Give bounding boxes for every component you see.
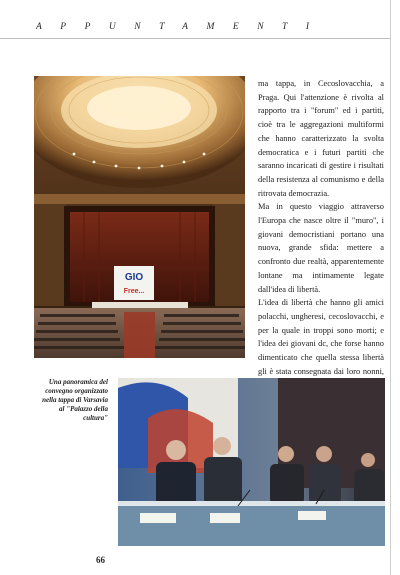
article-paragraph: ma tappa, in Cecoslovacchia, a Praga. Qui l'attenzione è rivolta al rapporto tra i "forum" ed i partiti, cioè tra le aggregazioni multiformi che hanno caratterizzato la svolta democratica e i futuri partiti che saranno incaricati di gestire i risultati della resistenza al comunismo e della ritrovata democrazia.	[258, 79, 384, 198]
photo-caption: Una panoramica del convegno organizzato nella tappa di Varsavia al "Palazzo della cultura"	[42, 378, 108, 422]
page-header	[0, 0, 400, 40]
header-rule	[0, 38, 390, 39]
page-number: 66	[96, 555, 105, 565]
section-title: APPUNTAMENTI	[36, 22, 328, 32]
article-paragraph: Ma in questo viaggio attraverso l'Europa che nasce oltre il "muro", i giovani democristiani portano una nuova, grande sfida: mettere a confronto due realtà, apparentemente lontane ma intimamente legate dall'idea di libertà.	[258, 202, 384, 294]
conference-hall-photo	[34, 76, 245, 358]
stage-sign-line1: GIO	[124, 272, 144, 283]
conference-panel-photo	[118, 378, 385, 546]
article-paragraph: L'idea di libertà che hanno gli amici polacchi, ungheresi, cecoslovacchi, e per la quale in troppi sono morti; e l'idea dei giovani dc, che forse hanno dimenticato che quella stessa libertà gli è stata consegnata dai loro nonni,	[258, 298, 384, 376]
page-edge-rule	[390, 0, 391, 575]
stage-sign-line2: Free...	[123, 288, 145, 295]
